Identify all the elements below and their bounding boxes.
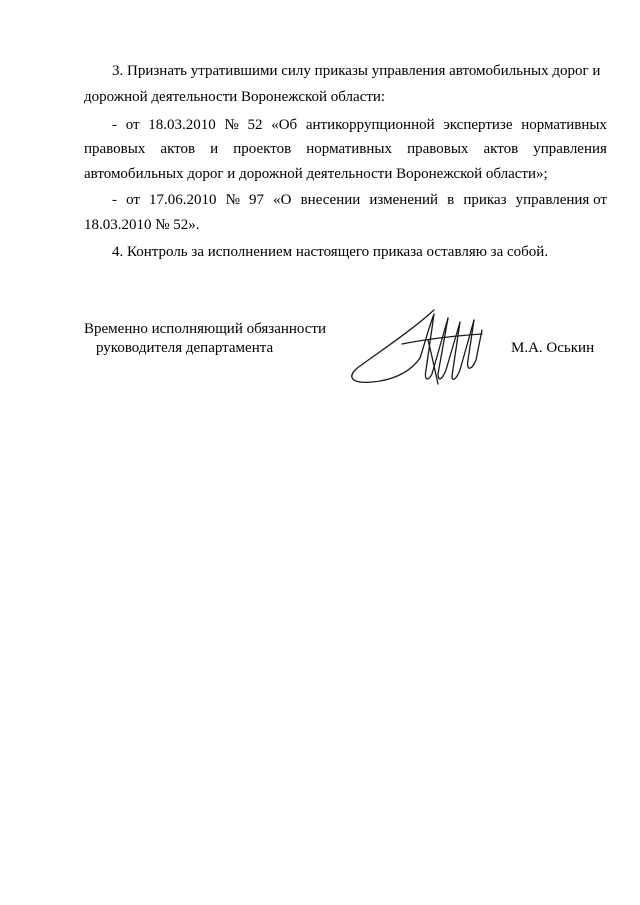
handwritten-signature	[342, 300, 492, 392]
word: 18.03.2010	[148, 117, 216, 133]
word: проектов	[233, 141, 292, 157]
word: в	[447, 192, 455, 208]
word: приказ	[463, 192, 507, 208]
word: 17.06.2010	[149, 192, 217, 208]
signatory-title-line-2: руководителя департамента	[96, 340, 274, 356]
word: 52	[247, 117, 263, 133]
word: «Об	[271, 117, 298, 133]
word: правовых	[407, 141, 469, 157]
word: «О	[273, 192, 292, 208]
word: №	[225, 192, 240, 208]
word: -	[112, 117, 117, 133]
subitem-2-line-1	[112, 191, 607, 209]
signatory-name: М.А. Оськин	[511, 340, 595, 356]
word: внесении	[300, 192, 361, 208]
word: и	[210, 141, 219, 157]
word: -	[112, 192, 117, 208]
word: экспертизе	[443, 117, 513, 133]
word: изменений	[369, 192, 439, 208]
para-4: 4. Контроль за исполнением настоящего приказа оставляю за собой.	[112, 244, 549, 260]
word: нормативных	[306, 141, 392, 157]
subitem-1-line-1	[112, 116, 607, 134]
word: от	[126, 192, 140, 208]
subitem-1-line-3: автомобильных дорог и дорожной деятельности Воронежской области»;	[84, 166, 548, 182]
word: №	[224, 117, 239, 133]
word: антикоррупционной	[305, 117, 435, 133]
word: правовых	[84, 141, 146, 157]
subitem-1-line-2	[84, 140, 607, 158]
word: управления от	[515, 192, 607, 208]
word: 97	[249, 192, 265, 208]
para-3-line-1: 3. Признать утратившими силу приказы управления автомобильных дорог и	[112, 63, 601, 79]
signatory-title-line-1: Временно исполняющий обязанности	[84, 321, 327, 337]
subitem-2-line-2: 18.03.2010 № 52».	[84, 217, 200, 233]
word: актов	[483, 141, 519, 157]
word: управления	[533, 141, 607, 157]
para-3-line-2: дорожной деятельности Воронежской области:	[84, 89, 386, 105]
word: нормативных	[521, 117, 607, 133]
word: от	[125, 117, 140, 133]
word: актов	[160, 141, 196, 157]
